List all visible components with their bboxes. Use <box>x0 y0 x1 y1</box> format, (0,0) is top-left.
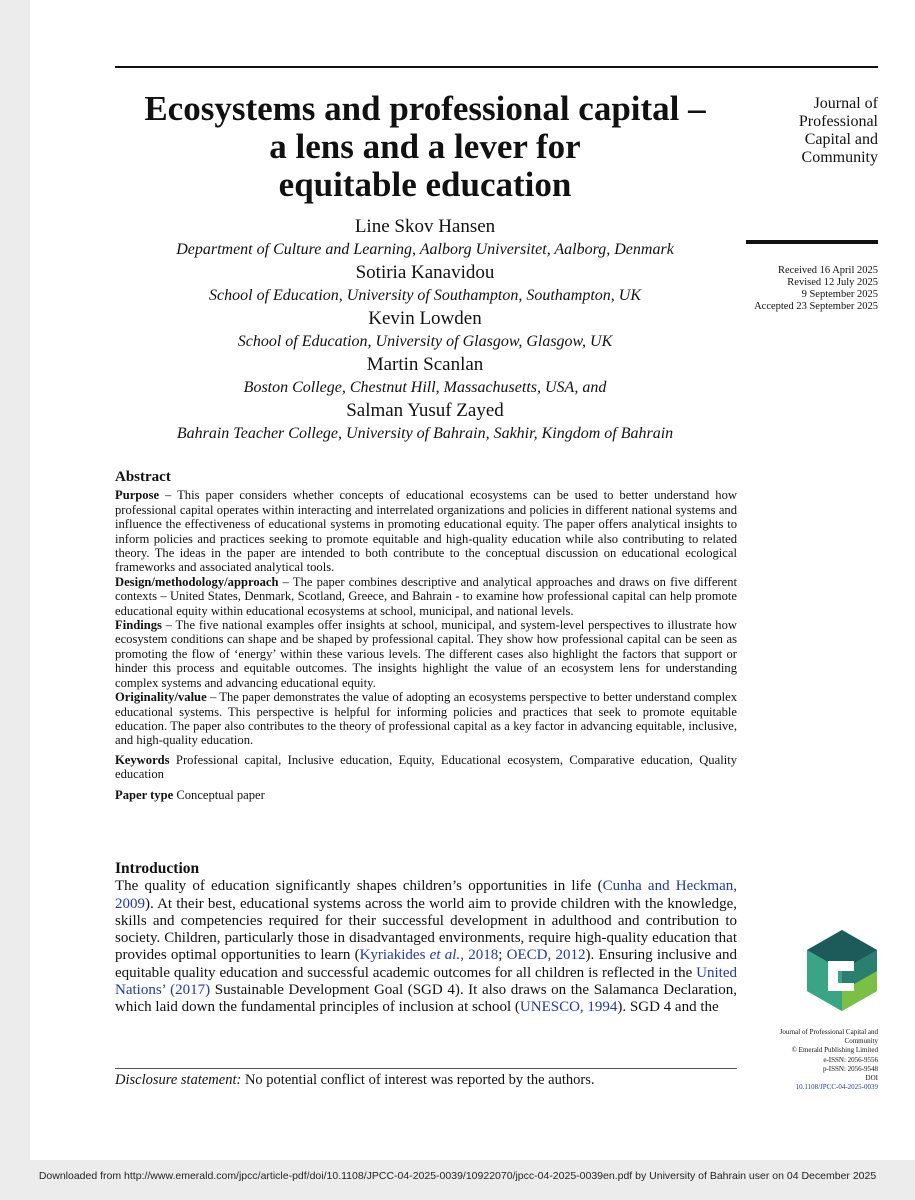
purpose-label: Purpose <box>115 488 160 503</box>
journal-line: Capital and <box>804 131 878 148</box>
introduction-paragraph <box>115 878 737 1016</box>
disclosure-label: Disclosure statement: <box>115 1072 242 1088</box>
footnote-rule <box>115 1068 737 1069</box>
author-affiliation: School of Education, University of Southampton, Southampton, UK <box>209 287 641 304</box>
keywords-paragraph <box>115 753 737 782</box>
findings-text: – The five national examples offer insights at school, municipal, and system-level perspectives to illustrate how ecosystem conditions can shape and be shaped by professional capital. They show how professional capital can be seen as promoting the flow of ‘energy’ within these various levels. The different cases also highlight the factors that support or hinder this process and equitable outcomes. The insights highlight the value of an ecosystem lens for understanding complex systems and advancing educational equity. <box>115 618 737 690</box>
publisher-info <box>730 1028 878 1092</box>
author-affiliation: Bahrain Teacher College, University of Bahrain, Sakhir, Kingdom of Bahrain <box>176 425 674 442</box>
download-footer: Downloaded from http://www.emerald.com/jpcc/article-pdf/doi/10.1108/JPCC-04-2025-0039/10922070/jpcc-04-2025-0039en.pdf by University of Bahrain user on 04 December 2025 <box>38 1170 877 1182</box>
originality-text: – The paper demonstrates the value of adopting an ecosystems perspective to better understand complex educational systems. This perspective is helpful for informing policies and practices that seek to promote equitable education. The paper also contributes to the theory of professional capital as a key factor in advancing equitable, inclusive, and high-quality education. <box>115 690 737 748</box>
originality-label: Originality/value <box>115 690 207 705</box>
citation-etal: et al. <box>429 947 461 964</box>
journal-line: Professional <box>798 113 878 130</box>
journal-name <box>730 95 878 167</box>
citation-link[interactable]: UNESCO, 1994 <box>519 999 618 1016</box>
accepted-date: Accepted 23 September 2025 <box>754 301 878 312</box>
author-affiliation: Boston College, Chestnut Hill, Massachusetts, USA, and <box>243 379 607 396</box>
citation-link[interactable] <box>360 947 499 963</box>
doi-label: DOI <box>865 1074 878 1083</box>
emerald-logo-icon <box>806 929 878 1012</box>
pubinfo-line: © Emerald Publishing Limited <box>791 1046 878 1055</box>
author-affiliation: School of Education, University of Glasgow, Glasgow, UK <box>237 333 613 350</box>
paper-type-paragraph <box>115 788 737 802</box>
purpose-text: – This paper considers whether concepts of educational ecosystems can be used to better understand how professional capital operates within interacting and interrelated organizations and policies in different national systems and influence the effectiveness of educational systems in promoting educational equity. The paper offers analytical insights to inform policies and practices seeking to promote equitable and high-quality education while also contributing to related theory. The ideas in the paper are intended to both contribute to the conceptual discussion on educational ecological frameworks and associated analytical tools. <box>115 488 737 575</box>
purpose-paragraph <box>115 488 737 574</box>
design-text: – The paper combines descriptive and analytical approaches and draws on five different contexts – United States, Denmark, Scotland, Greece, and Bahrain - to examine how professional capital can help promote educational equity within educational ecosystems at school, municipal, and national levels. <box>115 574 737 618</box>
author-list <box>115 215 735 445</box>
author-name: Martin Scanlan <box>366 354 484 375</box>
pubinfo-line: Journal of Professional Capital and <box>779 1028 878 1036</box>
title-line: a lens and a lever for <box>269 127 581 166</box>
revised-date-2: 9 September 2025 <box>801 289 878 300</box>
pubinfo-line: Community <box>844 1037 878 1046</box>
abstract-heading: Abstract <box>115 469 171 485</box>
paper-type-label: Paper type <box>115 787 174 802</box>
design-label: Design/methodology/approach <box>115 574 279 589</box>
intro-text: Sustainable Development Goal (SGD 4). It also draws on the Salamanca Declaration, which laid down the fundamental principles of inclusion at school ( <box>115 982 737 1016</box>
author-affiliation: Department of Culture and Learning, Aalborg Universitet, Aalborg, Denmark <box>176 241 674 258</box>
doi-line <box>730 1074 878 1092</box>
keywords-label: Keywords <box>115 752 170 767</box>
abstract-section <box>115 470 737 802</box>
disclosure-statement <box>115 1072 737 1089</box>
paper-title <box>105 90 745 204</box>
pubinfo-line: p-ISSN: 2056-9548 <box>822 1064 878 1073</box>
author-name: Kevin Lowden <box>368 308 482 329</box>
author-name: Salman Yusuf Zayed <box>346 400 504 421</box>
findings-label: Findings <box>115 618 162 633</box>
citation-author: Kyriakides <box>359 947 430 964</box>
intro-text: ). At their best, educational systems across the world aim to provide children with the knowledge, skills and competencies required for their successful development in adulthood and contribution to society. Children, particularly those in disadvantaged environments, require high-quality education that provides optimal opportunities to learn ( <box>115 895 737 964</box>
intro-text: ). SGD 4 and the <box>617 999 719 1016</box>
intro-text: ). Ensuring inclusive and equitable quality education and successful academic outcomes for all children is reflected in the <box>115 947 737 981</box>
author-name: Sotiria Kanavidou <box>355 262 495 283</box>
history-dates <box>730 265 878 313</box>
introduction-section <box>115 860 737 1017</box>
paper-page <box>30 0 915 1160</box>
keywords-text: Professional capital, Inclusive education, Equity, Educational ecosystem, Comparative education, Quality education <box>115 752 737 782</box>
originality-paragraph <box>115 690 737 748</box>
pubinfo-line: e-ISSN: 2056-9556 <box>823 1055 878 1064</box>
revised-date: Revised 12 July 2025 <box>787 277 878 288</box>
journal-line: Journal of <box>813 95 878 112</box>
design-paragraph <box>115 575 737 618</box>
received-date: Received 16 April 2025 <box>777 265 878 276</box>
journal-rule <box>746 240 878 244</box>
citation-year: , 2018 <box>460 947 499 964</box>
top-rule <box>115 66 878 68</box>
doi-link[interactable]: 10.1108/JPCC-04-2025-0039 <box>795 1083 878 1092</box>
citation-link[interactable]: OECD, 2012 <box>506 947 586 964</box>
journal-line: Community <box>801 149 878 166</box>
title-line: equitable education <box>278 165 572 204</box>
citation-link[interactable]: United Nations’ (2017) <box>115 964 737 999</box>
citation-separator: ; <box>498 947 507 964</box>
intro-text: The quality of education significantly shapes children’s opportunities in life ( <box>115 878 603 895</box>
disclosure-text: No potential conflict of interest was reported by the authors. <box>241 1072 595 1088</box>
title-line: Ecosystems and professional capital – <box>144 89 706 128</box>
introduction-heading: Introduction <box>115 860 200 877</box>
findings-paragraph <box>115 618 737 690</box>
author-name: Line Skov Hansen <box>354 216 496 237</box>
citation-link[interactable]: Cunha and Heckman, 2009 <box>115 878 737 912</box>
paper-type-text: Conceptual paper <box>173 787 265 802</box>
